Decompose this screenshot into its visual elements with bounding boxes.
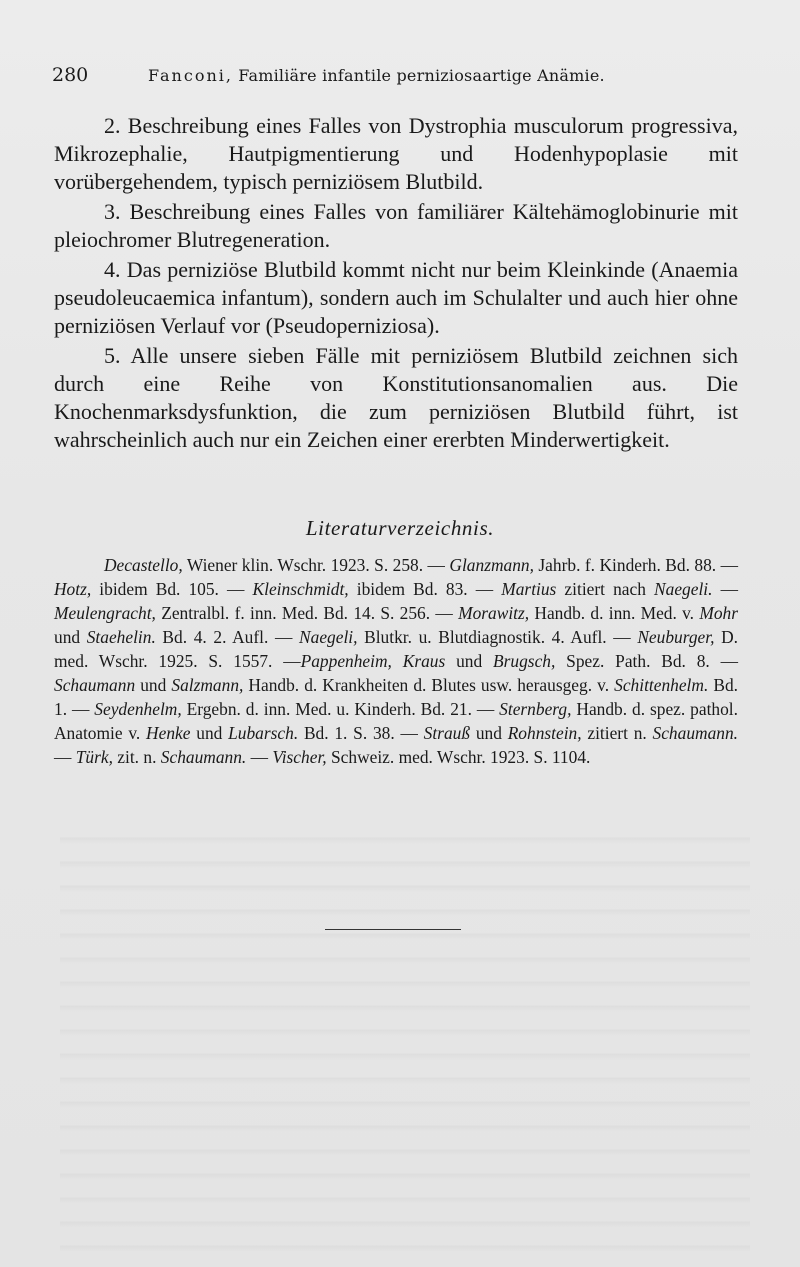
reference-author: Martius	[501, 579, 557, 599]
reference-text: Handb. d. spez. pathol. Anatomie v.	[54, 699, 738, 743]
reference-text: Spez. Path. Bd. 8. —	[555, 651, 739, 671]
reference-author: Naegeli,	[299, 627, 358, 647]
reference-author: Henke	[146, 723, 191, 743]
reference-text: und	[135, 675, 172, 695]
reference-text: und	[445, 651, 494, 671]
reference-text: Ergebn. d. inn. Med. u. Kinderh. Bd. 21. —	[181, 699, 500, 719]
reference-author: Meulengracht,	[54, 603, 156, 623]
reference-author: Hotz,	[54, 579, 92, 599]
running-header	[52, 64, 752, 90]
paragraph-2: 2. Beschreibung eines Falles von Dystrophia musculorum progressiva, Mikrozephalie, Hautpigmentierung und Hodenhypoplasie mit vorübergehendem, typisch perniziösem Blutbild.	[54, 113, 738, 194]
reference-text: und	[190, 723, 229, 743]
reference-author: Türk,	[75, 747, 113, 767]
reference-text: zit. n.	[112, 747, 161, 767]
conclusions-text	[54, 112, 738, 456]
running-title	[148, 66, 605, 85]
reference-author: Kleinschmidt,	[252, 579, 349, 599]
reference-author: Naegeli.	[654, 579, 713, 599]
paragraph-5: 5. Alle unsere sieben Fälle mit perniziösem Blutbild zeichnen sich durch eine Reihe von Konstitutionsanomalien aus. Die Knochenmarksdysfunktion, die zum perniziösen Blutbild führt, ist wahrscheinlich auch nur ein Zeichen einer ererbten Minderwertigkeit.	[54, 343, 738, 452]
reference-text: Bd. 1. —	[54, 675, 739, 719]
reference-text: zitiert nach	[556, 579, 655, 599]
reference-list	[54, 553, 738, 769]
reference-author: Mohr	[699, 603, 738, 623]
paragraph-3: 3. Beschreibung eines Falles von familiärer Kältehämoglobinurie mit pleiochromer Blutregeneration.	[54, 199, 738, 252]
reference-author: Staehelin.	[86, 627, 156, 647]
reference-text: zitiert n.	[581, 723, 653, 743]
reference-text: Wiener klin. Wschr. 1923. S. 258. —	[182, 555, 450, 575]
end-rule	[325, 929, 461, 930]
reference-text: und	[470, 723, 508, 743]
reference-author: Morawitz,	[458, 603, 530, 623]
reference-text: Handb. d. Krankheiten d. Blutes usw. herausgeg. v.	[243, 675, 615, 695]
reference-text: ibidem Bd. 105. —	[91, 579, 253, 599]
reference-author: Schaumann	[54, 675, 136, 695]
reference-text: Jahrb. f. Kinderh. Bd. 88. —	[533, 555, 738, 575]
reference-author: Schaumann.	[652, 723, 739, 743]
reference-text: ibidem Bd. 83. —	[348, 579, 502, 599]
reference-text: D. med. Wschr. 1925. S. 1557. —	[54, 627, 738, 671]
page-number: 280	[52, 64, 89, 86]
reference-author: Rohnstein,	[507, 723, 582, 743]
reference-author: Schittenhelm.	[614, 675, 709, 695]
reference-text: —	[712, 579, 738, 599]
reference-author: Neuburger,	[637, 627, 715, 647]
reference-text: und	[54, 627, 87, 647]
reference-text: Bd. 4. 2. Aufl. —	[155, 627, 300, 647]
reference-text: Zentralbl. f. inn. Med. Bd. 14. S. 256. —	[155, 603, 459, 623]
reference-text: Bd. 1. S. 38. —	[298, 723, 424, 743]
reference-text: Schweiz. med. Wschr. 1923. S. 1104.	[326, 747, 591, 767]
reference-author: Schaumann.	[160, 747, 247, 767]
reference-text: —	[246, 747, 273, 767]
running-title-text: Familiäre infantile perniziosaartige Anämie.	[238, 66, 605, 85]
running-title-author: Fanconi,	[148, 66, 233, 85]
reference-author: Sternberg,	[499, 699, 572, 719]
reference-text: Blutkr. u. Blutdiagnostik. 4. Aufl. —	[357, 627, 638, 647]
reference-author: Seydenhelm,	[94, 699, 182, 719]
literature-heading: Literaturverzeichnis.	[305, 516, 495, 540]
reference-author: Salzmann,	[171, 675, 244, 695]
reference-author: Decastello,	[104, 555, 183, 575]
reference-text: —	[54, 747, 76, 767]
reference-author: Strauß	[423, 723, 471, 743]
show-through-texture	[60, 820, 750, 1260]
reference-author: Glanzmann,	[449, 555, 534, 575]
paragraph-4: 4. Das perniziöse Blutbild kommt nicht nur beim Kleinkinde (Anaemia pseudoleucaemica infantum), sondern auch im Schulalter und auch hier ohne perniziösen Verlauf vor (Pseudoperniziosa).	[54, 257, 738, 338]
reference-author: Vischer,	[272, 747, 327, 767]
reference-author: Pappenheim, Kraus	[300, 651, 446, 671]
reference-text: Handb. d. inn. Med. v.	[529, 603, 700, 623]
reference-author: Lubarsch.	[228, 723, 299, 743]
reference-author: Brugsch,	[493, 651, 556, 671]
